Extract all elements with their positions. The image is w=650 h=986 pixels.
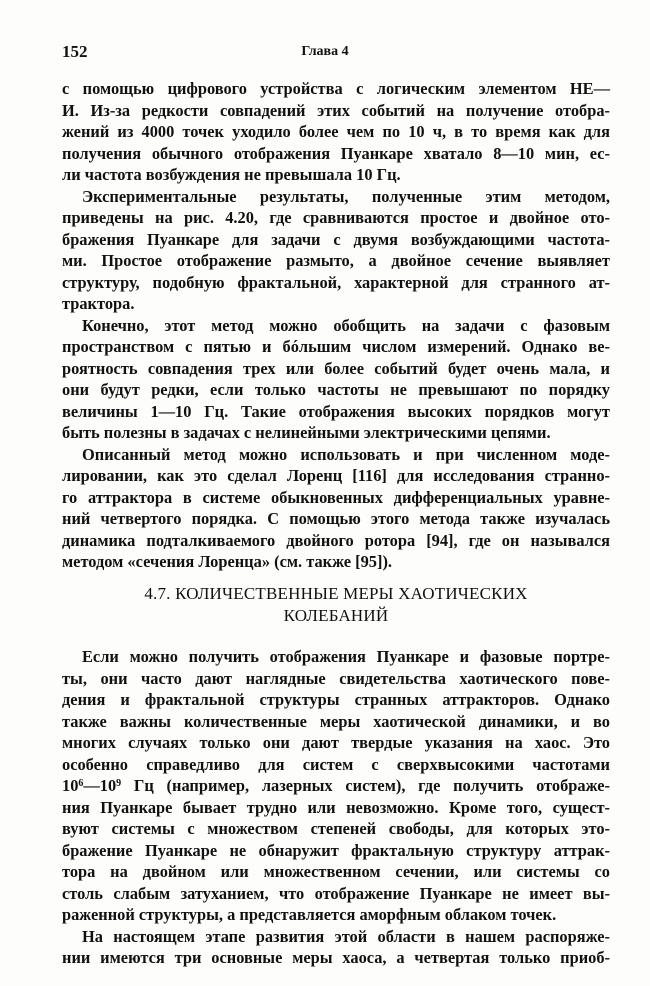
text-line: нии имеются три основные меры хаоса, а четвертая только приоб-	[62, 948, 610, 967]
text-line: Конечно, этот метод можно обобщить на задачи с фазовым	[82, 315, 610, 335]
text-line: жений из 4000 точек уходило более чем по 10 ч, в то время как для	[62, 122, 610, 141]
text-line: ли частота возбуждения не превышала 10 Гц.	[62, 165, 401, 184]
text-line: многих случаях только они дают твердые указания на хаос. Это	[62, 733, 610, 752]
text-line: быть полезны в задачах с нелинейными электрическими цепями.	[62, 423, 551, 442]
text-line: Если можно получить отображения Пуанкаре и фазовые портре-	[82, 647, 610, 666]
section-heading-line: 4.7. КОЛИЧЕСТВЕННЫЕ МЕРЫ ХАОТИЧЕСКИХ	[144, 584, 528, 603]
text-line: структуру, подобную фрактальной, характерной для странного ат-	[62, 272, 610, 292]
text-line: го аттрактора в системе обыкновенных дифференциальных уравне-	[62, 487, 610, 507]
text-line: методом «сечения Лоренца» (см. также [95]).	[62, 552, 392, 571]
text-line: приведены на рис. 4.20, где сравниваются простое и двойное ото-	[62, 208, 610, 227]
text-line: ми. Простое отображение размыто, а двойное сечение выявляет	[62, 251, 610, 270]
text-line: величины 1—10 Гц. Такие отображения высоких порядков могут	[62, 401, 610, 421]
text-line: вуют системы с множеством степеней свободы, для которых это-	[62, 819, 610, 838]
text-line: лировании, как это сделал Лоренц [116] для исследования странно-	[62, 466, 610, 485]
page-number: 152	[62, 42, 88, 61]
text-line: трактора.	[62, 294, 135, 313]
text-line: Описанный метод можно использовать и при численном моде-	[82, 444, 610, 464]
text-line: На настоящем этапе развития этой области в нашем распоряже-	[82, 926, 610, 946]
text-line: ний четвертого порядка. С помощью этого метода также изучалась	[62, 509, 610, 528]
text-line: столь слабым затуханием, что отображение Пуанкаре не имеет вы-	[62, 883, 610, 903]
running-head: Глава 4	[301, 44, 349, 59]
text-line: бражение Пуанкаре не обнаружит фрактальную структуру аттрак-	[62, 840, 610, 860]
text-line-with-superscripts: $10^6—10^9$ Гц (например, лазерных систем), где получить отображе-	[62, 776, 610, 795]
text-line: Экспериментальные результаты, полученные этим методом,	[82, 186, 610, 206]
section-heading	[62, 583, 610, 627]
text-line: ты, они часто дают наглядные свидетельства хаотического пове-	[62, 668, 610, 688]
text-line: роятность совпадения трех или более событий будет очень мала, и	[62, 358, 610, 378]
text-line: они будут редки, если только частоты не превышают по порядку	[62, 380, 610, 399]
text-line: динамика подталкиваемого двойного ротора [94], где он назывался	[62, 530, 610, 550]
body-text-top	[62, 78, 610, 573]
section-heading-line: КОЛЕБАНИЙ	[283, 606, 389, 625]
text-line: бражения Пуанкаре для задачи с двумя возбуждающими частота-	[62, 229, 610, 249]
text-line: ния Пуанкаре бывает трудно или невозможно. Кроме того, сущест-	[62, 797, 610, 817]
text-line: также важны количественные меры хаотической динамики, и во	[62, 711, 610, 731]
text-line: И. Из-за редкости совпадений этих событий на получение отобра-	[62, 100, 610, 120]
text-line: тора на двойном или множественном сечении, или системы со	[62, 862, 610, 881]
text-line: с помощью цифрового устройства с логическим элементом НЕ—	[62, 79, 610, 98]
text-line: получения обычного отображения Пуанкаре хватало 8—10 мин, ес-	[62, 143, 610, 163]
text-line: особенно справедливо для систем с сверхвысокими частотами	[62, 754, 610, 774]
text-line: дения и фрактальной структуры странных аттракторов. Однако	[62, 690, 610, 709]
body-text-bottom	[62, 646, 610, 969]
text-line: раженной структуры, а представляется аморфным облаком точек.	[62, 905, 557, 924]
text-line: пространством с пятью и бóльшим числом измерений. Однако ве-	[62, 337, 610, 356]
